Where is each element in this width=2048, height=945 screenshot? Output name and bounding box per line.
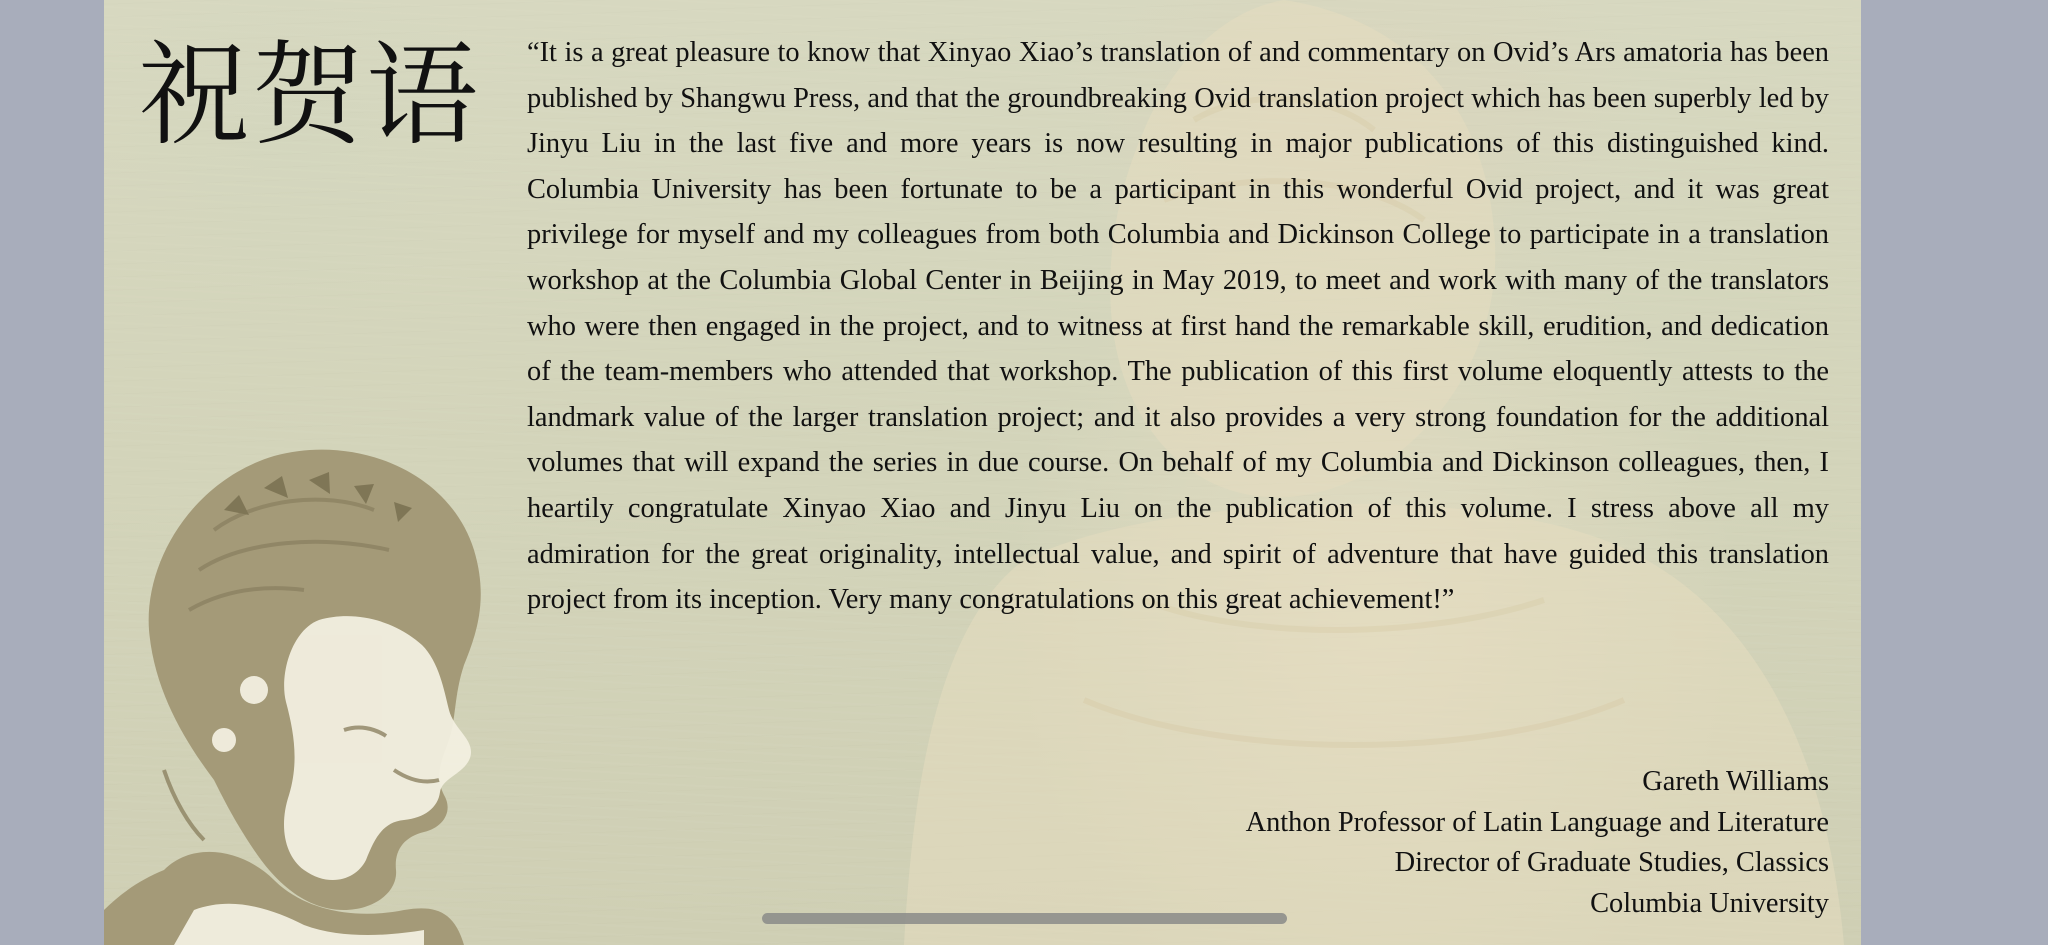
signature-block	[1246, 762, 1829, 924]
signatory-institution: Columbia University	[1590, 887, 1829, 919]
document-page	[104, 0, 1861, 945]
signatory-role: Director of Graduate Studies, Classics	[1394, 847, 1829, 878]
signatory-name: Gareth Williams	[1642, 766, 1829, 797]
ovid-portrait-icon	[104, 440, 534, 945]
home-indicator[interactable]	[762, 913, 1287, 924]
congratulatory-quote: “It is a great pleasure to know that Xinyao Xiao’s translation of and commentary on Ovid’s Ars amatoria has been published by Shangwu Press, and that the groundbreaking Ovid translation project which has been superbly led by Jinyu Liu in the last five and more years is now resulting in major publications of this distinguished kind. Columbia University has been fortunate to be a participant in this wonderful Ovid project, and it was great privilege for myself and my colleagues from both Columbia and Dickinson College to participate in a translation workshop at the Columbia Global Center in Beijing in May 2019, to meet and work with many of the translators who were then engaged in the project, and to witness at first hand the remarkable skill, erudition, and dedication of the team-members who attended that workshop. The publication of this first volume eloquently attests to the landmark value of the larger translation project; and it also provides a very strong foundation for the additional volumes that will expand the series in due course. On behalf of my Columbia and Dickinson colleagues, then, I heartily congratulate Xinyao Xiao and Jinyu Liu on the publication of this volume. I stress above all my admiration for the great originality, intellectual value, and spirit of adventure that have guided this translation project from its inception. Very many congratulations on this great achievement!”	[527, 37, 1829, 616]
signatory-title: Anthon Professor of Latin Language and Literature	[1245, 806, 1829, 838]
page-title: 祝贺语	[138, 31, 480, 161]
